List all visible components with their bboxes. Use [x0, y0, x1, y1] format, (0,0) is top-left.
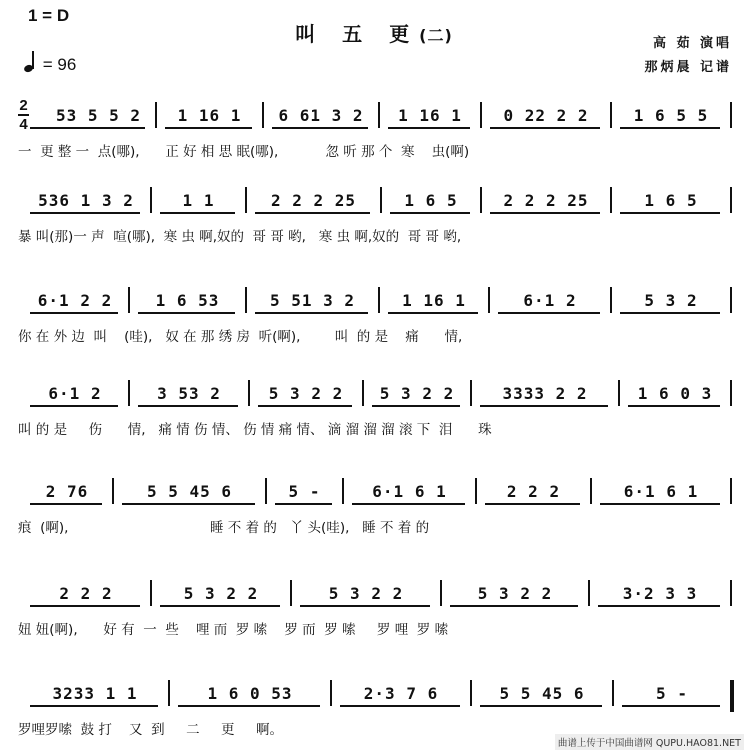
lyrics-text: 妞 妞(啊), 好 有 一 些 哩 而 罗 嗦 罗 而 罗 嗦 罗 哩 罗 嗦: [18, 622, 449, 638]
transcriber-credit: 那炳晨 记谱: [644, 60, 732, 75]
beam-underline: [255, 212, 370, 214]
measure: 1 6 5: [644, 191, 698, 210]
beam-underline: [388, 127, 470, 129]
beam-underline: [138, 312, 235, 314]
measure: 536 1 3 2: [38, 191, 134, 210]
barline: [470, 380, 472, 406]
measure: 5 5 45 6: [499, 684, 585, 703]
barline: [155, 102, 157, 128]
notation-line: [0, 578, 748, 608]
beam-underline: [480, 705, 602, 707]
barline: [245, 187, 247, 213]
beam-underline: [165, 127, 252, 129]
measure: 6·1 2: [523, 291, 577, 310]
beam-underline: [620, 312, 720, 314]
barline: [380, 187, 382, 213]
tempo-value: = 96: [42, 55, 77, 74]
measure: 53 5 5 2: [55, 106, 142, 125]
beam-underline: [450, 605, 578, 607]
barline: [610, 102, 612, 128]
notation-line: [0, 185, 748, 215]
barline: [330, 680, 332, 706]
barline: [470, 680, 472, 706]
beam-underline: [598, 605, 720, 607]
measure: 0 22 2 2: [503, 106, 589, 125]
barline: [475, 478, 477, 504]
barline: [588, 580, 590, 606]
measure: 6·1 6 1: [623, 482, 699, 501]
measure: 3233 1 1: [52, 684, 138, 703]
barline: [128, 287, 130, 313]
measure: 5 51 3 2: [269, 291, 356, 310]
beam-underline: [485, 503, 580, 505]
lyrics-text: 罗哩罗嗦 鼓 打 又 到 二 更 啊。: [18, 722, 283, 738]
barline: [168, 680, 170, 706]
measure: 1 16 1: [177, 106, 242, 125]
measure: 5 3 2 2: [379, 384, 455, 403]
barline: [730, 187, 732, 213]
beam-underline: [620, 127, 720, 129]
notation-line: [0, 285, 748, 315]
beam-underline: [352, 503, 465, 505]
measure: 1 6 5: [404, 191, 458, 210]
barline: [730, 680, 734, 712]
beam-underline: [30, 503, 102, 505]
measure: 2·3 7 6: [363, 684, 439, 703]
lyrics-text: 叫 的 是 伤 情, 痛 情 伤 情、 伤 情 痛 情、 滴 溜 溜 溜 滚 下 泪 珠: [18, 422, 492, 438]
time-signature: [18, 98, 29, 132]
beam-underline: [272, 127, 368, 129]
beam-underline: [622, 705, 720, 707]
measure: 5 5 45 6: [146, 482, 233, 501]
beam-underline: [30, 127, 145, 129]
measure: 5 3 2 2: [328, 584, 404, 603]
beam-underline: [138, 405, 238, 407]
measure: 5 3 2 2: [268, 384, 344, 403]
measure: 5 3 2 2: [183, 584, 259, 603]
title-suffix: (二): [419, 26, 453, 45]
beam-underline: [388, 312, 478, 314]
lyrics-text: 暴 叫(那)一 声 喧(哪), 寒 虫 啊,奴的 哥 哥 哟, 寒 虫 啊,奴的 哥 哥 哟,: [18, 229, 462, 245]
barline: [610, 187, 612, 213]
measure: 3 53 2: [157, 384, 221, 403]
beam-underline: [628, 405, 720, 407]
barline: [610, 287, 612, 313]
score-row: [0, 378, 748, 453]
score-row: [0, 97, 748, 175]
song-title: [0, 18, 748, 47]
measure: 1 6 5 5: [633, 106, 709, 125]
measure: 2 2 2 25: [503, 191, 589, 210]
performer-credit: 高 茹 演唱: [652, 36, 732, 51]
measure: 5 -: [656, 684, 688, 703]
beam-underline: [390, 212, 470, 214]
watermark-footer: 曲谱上传于中国曲谱网 QUPU.HAO81.NET: [555, 734, 744, 750]
measure: 1 6 53: [155, 291, 220, 310]
score-row: [0, 185, 748, 260]
measure: 2 76: [45, 482, 89, 501]
measure: 5 3 2 2: [477, 584, 553, 603]
beam-underline: [178, 705, 320, 707]
measure: 1 1: [182, 191, 215, 210]
beam-underline: [275, 503, 332, 505]
measure: 6·1 6 1: [372, 482, 447, 501]
tempo-marking: [24, 54, 76, 75]
beam-underline: [620, 212, 720, 214]
title-main: 叫 五 更: [295, 22, 420, 46]
measure: 2 2 2 25: [270, 191, 357, 210]
barline: [112, 478, 114, 504]
beam-underline: [160, 212, 235, 214]
key-signature: 1 = D: [28, 6, 70, 25]
notation-line: [0, 476, 748, 506]
beam-underline: [600, 503, 720, 505]
beam-underline: [480, 405, 608, 407]
quarter-note-icon: [24, 54, 38, 72]
barline: [150, 580, 152, 606]
lyrics-text: 你 在 外 边 叫 (哇), 奴 在 那 绣 房 听(啊), 叫 的 是 痛 情,: [18, 329, 463, 345]
barline: [440, 580, 442, 606]
barline: [378, 287, 380, 313]
measure: 5 -: [288, 482, 321, 501]
measure: 5 3 2: [644, 291, 698, 310]
barline: [262, 102, 264, 128]
barline: [265, 478, 267, 504]
measure: 3·2 3 3: [622, 584, 698, 603]
measure: 1 16 1: [398, 106, 462, 125]
barline: [150, 187, 152, 213]
beam-underline: [490, 212, 600, 214]
beam-underline: [30, 705, 158, 707]
barline: [248, 380, 250, 406]
measure: 3333 2 2: [502, 384, 588, 403]
notation-line: [0, 97, 748, 133]
measure: 1 6 0 53: [207, 684, 293, 703]
time-signature-bottom: 4: [19, 115, 28, 133]
time-signature-top: 2: [19, 97, 28, 114]
beam-underline: [30, 605, 140, 607]
barline: [488, 287, 490, 313]
beam-underline: [30, 405, 118, 407]
barline: [378, 102, 380, 128]
barline: [618, 380, 620, 406]
measure: 6 61 3 2: [278, 106, 364, 125]
barline: [362, 380, 364, 406]
beam-underline: [300, 605, 430, 607]
beam-underline: [498, 312, 600, 314]
barline: [730, 478, 732, 504]
measure: 1 16 1: [402, 291, 466, 310]
barline: [612, 680, 614, 706]
barline: [730, 380, 732, 406]
lyrics-text: 痕 (啊), 睡 不 着 的 丫 头(哇), 睡 不 着 的: [18, 520, 430, 536]
beam-underline: [340, 705, 460, 707]
barline: [480, 187, 482, 213]
beam-underline: [30, 212, 140, 214]
barline: [730, 580, 732, 606]
notation-line: [0, 378, 748, 408]
beam-underline: [255, 312, 368, 314]
beam-underline: [122, 503, 255, 505]
barline: [590, 478, 592, 504]
barline: [128, 380, 130, 406]
barline: [730, 102, 732, 128]
score-row: [0, 285, 748, 360]
measure: 2 2 2: [506, 482, 561, 501]
beam-underline: [30, 312, 118, 314]
lyrics-text: 一 更 整 一 点(哪), 正 好 相 思 眠(哪), 忽 听 那 个 寒 虫(啊): [18, 144, 470, 160]
score-row: [0, 578, 748, 653]
measure: 6·1 2 2: [37, 291, 113, 310]
beam-underline: [490, 127, 600, 129]
measure: 2 2 2: [59, 584, 113, 603]
measure: 1 6 0 3: [637, 384, 713, 403]
barline: [342, 478, 344, 504]
barline: [480, 102, 482, 128]
beam-underline: [258, 405, 352, 407]
barline: [290, 580, 292, 606]
score-row: [0, 476, 748, 551]
beam-underline: [160, 605, 280, 607]
measure: 6·1 2: [48, 384, 102, 403]
barline: [245, 287, 247, 313]
beam-underline: [372, 405, 460, 407]
notation-line: [0, 678, 748, 708]
barline: [730, 287, 732, 313]
